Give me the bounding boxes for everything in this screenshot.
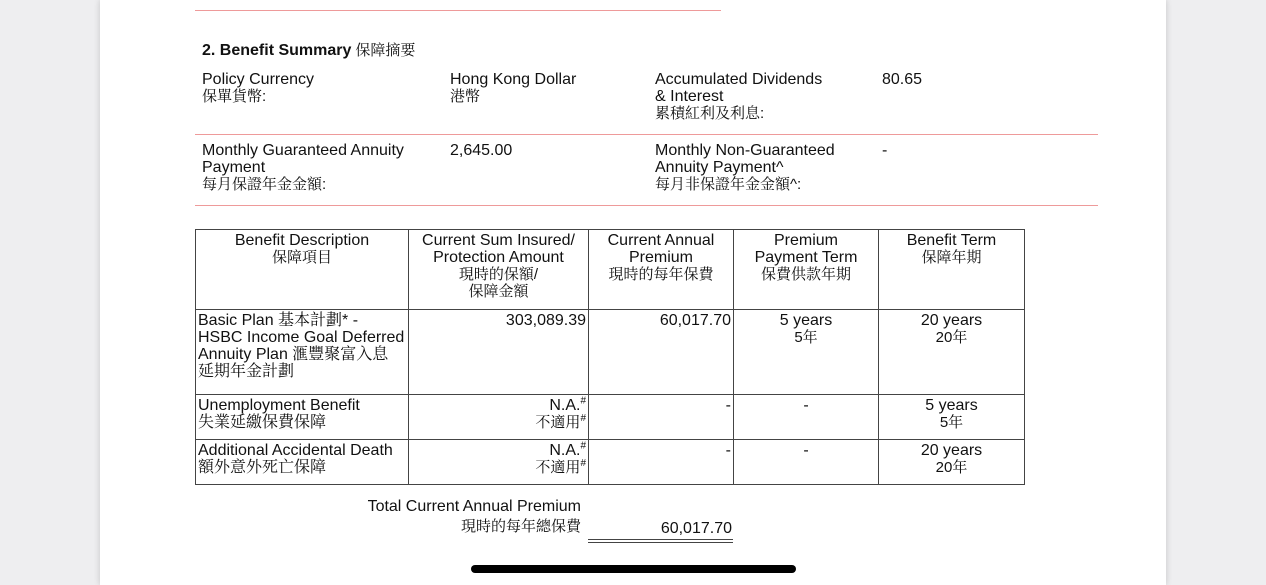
desc-line: HSBC Income Goal Deferred bbox=[198, 329, 405, 346]
desc-line: 延期年金計劃 bbox=[198, 363, 295, 380]
policy-currency-value-en: Hong Kong Dollar bbox=[450, 71, 577, 88]
row-benefit-term bbox=[879, 440, 1025, 485]
desc-line: Additional Accidental Death bbox=[198, 442, 393, 459]
header-text: Current Sum Insured/ bbox=[422, 232, 575, 249]
header-text: Current Annual bbox=[607, 232, 715, 249]
policy-currency-label bbox=[202, 71, 314, 105]
monthly-non-guaranteed-label-line2: Annuity Payment^ bbox=[655, 159, 784, 176]
desc-line: Unemployment Benefit bbox=[198, 397, 360, 414]
header-text-zh: 現時的每年保費 bbox=[608, 266, 714, 283]
header-payment-term bbox=[734, 230, 879, 310]
policy-currency-value-zh: 港幣 bbox=[450, 88, 481, 105]
row-sum-insured: 303,089.39 bbox=[409, 310, 589, 395]
accumulated-dividends-label-line2: & Interest bbox=[655, 88, 724, 105]
desc-line: 額外意外死亡保障 bbox=[198, 459, 327, 476]
row-annual-premium: - bbox=[589, 395, 734, 440]
divider-left-1 bbox=[195, 134, 715, 135]
total-value: 60,017.70 bbox=[660, 520, 732, 537]
monthly-guaranteed-label-line2: Payment bbox=[202, 159, 266, 176]
desc-line: 失業延繳保費保障 bbox=[198, 414, 327, 431]
header-text-zh: 保費供款年期 bbox=[760, 266, 851, 283]
home-indicator[interactable] bbox=[471, 565, 796, 573]
header-text: Benefit Term bbox=[906, 232, 997, 249]
header-text-zh: 保障項目 bbox=[271, 249, 332, 266]
term-en: 20 years bbox=[920, 312, 983, 329]
row-sum-insured bbox=[409, 395, 589, 440]
row-annual-premium: 60,017.70 bbox=[589, 310, 734, 395]
table-row bbox=[196, 395, 1025, 440]
footnote-mark: # bbox=[580, 413, 586, 424]
total-double-underline bbox=[588, 539, 733, 543]
table-row bbox=[196, 440, 1025, 485]
monthly-non-guaranteed-value: - bbox=[882, 142, 888, 159]
policy-currency-label-en: Policy Currency bbox=[202, 71, 315, 88]
row-benefit-term bbox=[879, 395, 1025, 440]
sum-zh: 不適用 bbox=[535, 414, 581, 431]
policy-currency-label-zh: 保單貨幣: bbox=[202, 88, 267, 105]
header-text: Premium bbox=[773, 232, 838, 249]
divider-right-2 bbox=[648, 205, 1098, 206]
table-header-row bbox=[196, 230, 1025, 310]
term-zh: 5年 bbox=[794, 329, 818, 346]
term-zh: 20年 bbox=[935, 459, 968, 476]
row-description bbox=[196, 395, 409, 440]
accumulated-dividends-label-line1: Accumulated Dividends bbox=[655, 71, 823, 88]
accumulated-dividends-value: 80.65 bbox=[882, 71, 923, 88]
row-description bbox=[196, 440, 409, 485]
sum-en: N.A. bbox=[549, 397, 581, 414]
total-label bbox=[300, 497, 581, 537]
term-zh: 5年 bbox=[939, 414, 964, 431]
divider-right-1 bbox=[648, 134, 1098, 135]
term-en: 5 years bbox=[779, 312, 833, 329]
table-row bbox=[196, 310, 1025, 395]
header-benefit-description bbox=[196, 230, 409, 310]
row-payment-term bbox=[734, 310, 879, 395]
document-page bbox=[100, 0, 1166, 585]
monthly-guaranteed-label-line1: Monthly Guaranteed Annuity bbox=[202, 142, 404, 159]
accumulated-dividends-label-zh: 累積紅利及利息: bbox=[655, 105, 765, 122]
row-annual-premium: - bbox=[589, 440, 734, 485]
term-en: 5 years bbox=[925, 397, 978, 414]
footnote-mark: # bbox=[580, 395, 586, 407]
row-payment-term: - bbox=[734, 440, 879, 485]
monthly-guaranteed-label-zh: 每月保證年金金額: bbox=[202, 176, 327, 193]
monthly-non-guaranteed-label bbox=[655, 142, 835, 193]
section-title-zh: 保障摘要 bbox=[355, 42, 416, 59]
total-label-en: Total Current Annual Premium bbox=[367, 498, 581, 515]
header-text: Premium bbox=[628, 249, 693, 266]
row-benefit-term bbox=[879, 310, 1025, 395]
sum-zh: 不適用 bbox=[535, 459, 581, 476]
benefit-table bbox=[195, 229, 1025, 485]
header-text: Benefit Description bbox=[234, 232, 370, 249]
header-annual-premium bbox=[589, 230, 734, 310]
monthly-guaranteed-label bbox=[202, 142, 404, 193]
header-benefit-term bbox=[879, 230, 1025, 310]
header-text: Payment Term bbox=[754, 249, 858, 266]
footnote-mark: # bbox=[580, 458, 586, 469]
section-title-en: 2. Benefit Summary bbox=[202, 42, 352, 59]
desc-line: Annuity Plan 滙豐聚富入息 bbox=[198, 346, 389, 363]
row-sum-insured bbox=[409, 440, 589, 485]
header-sum-insured bbox=[409, 230, 589, 310]
sum-en: N.A. bbox=[549, 442, 581, 459]
desc-line: Basic Plan 基本計劃* - bbox=[198, 312, 359, 329]
policy-currency-value bbox=[450, 71, 576, 105]
row-description bbox=[196, 310, 409, 395]
header-text-zh: 現時的保額/ bbox=[458, 266, 539, 283]
top-divider bbox=[195, 10, 721, 11]
accumulated-dividends-label bbox=[655, 71, 822, 122]
header-text-zh: 保障金額 bbox=[468, 283, 529, 300]
section-title bbox=[202, 39, 415, 60]
footnote-mark: # bbox=[580, 440, 586, 452]
total-label-zh: 現時的每年總保費 bbox=[460, 518, 581, 535]
monthly-guaranteed-value: 2,645.00 bbox=[450, 142, 513, 159]
monthly-non-guaranteed-label-zh: 每月非保證年金金額^: bbox=[655, 176, 802, 193]
term-zh: 20年 bbox=[935, 329, 968, 346]
term-en: 20 years bbox=[920, 442, 983, 459]
monthly-non-guaranteed-label-line1: Monthly Non-Guaranteed bbox=[655, 142, 835, 159]
header-text-zh: 保障年期 bbox=[921, 249, 982, 266]
header-text: Protection Amount bbox=[433, 249, 564, 266]
row-payment-term: - bbox=[734, 395, 879, 440]
divider-left-2 bbox=[195, 205, 715, 206]
